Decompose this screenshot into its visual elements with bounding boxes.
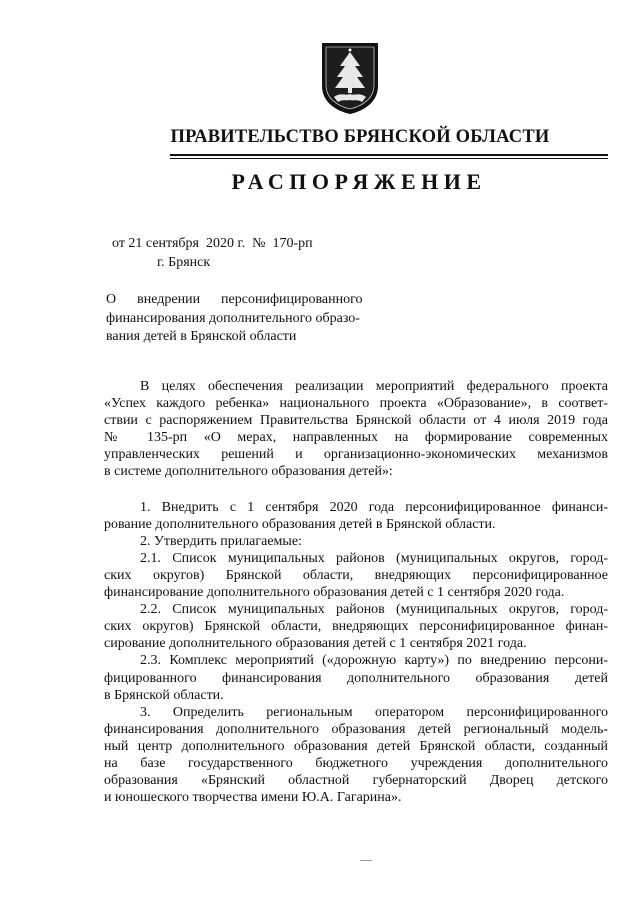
government-title: ПРАВИТЕЛЬСТВО БРЯНСКОЙ ОБЛАСТИ [170,127,550,147]
header-rule-thin [170,158,608,159]
coat-of-arms-emblem [318,40,382,116]
item-line: в Брянской области. [104,687,224,703]
item-line: 2.1. Список муниципальных районов (муниципальных округов, город- [140,550,608,566]
item-line: 2.2. Список муниципальных районов (муниципальных округов, город- [140,602,608,618]
preamble-line: ствии с распоряжением Правительства Брянской области от 4 июля 2019 года [104,413,608,429]
item-line: финансирование дополнительного образования детей с 1 сентября 2020 года. [104,585,565,601]
item-line: ских округов) Брянской области, внедряющих персонифицированное [104,567,608,583]
document-date-number: от 21 сентября 2020 г. № 170-рп [112,236,313,251]
item-line: 1. Внедрить с 1 сентября 2020 года персонифицированное финанси- [140,499,608,515]
document-type: РАСПОРЯЖЕНИЕ [231,169,487,194]
subject-line: вания детей в Брянской области [106,329,297,344]
item-line: и юношеского творчества имени Ю.А. Гагарина». [104,790,402,806]
preamble-line: в системе дополнительного образования детей»: [104,464,393,480]
item-line: рование дополнительного образования детей в Брянской области. [104,516,496,532]
preamble-line: № 135-рп «О мерах, направленных на формирование современных [104,430,608,446]
preamble-line: В целях обеспечения реализации мероприятий федерального проекта [140,379,608,394]
document-body [104,378,608,806]
item-line: ный центр дополнительного образования детей Брянской области, созданный [104,738,608,754]
subject-line: финансирования дополнительного образо- [106,310,360,326]
item-line: фицированного финансирования дополнительного образования детей [104,670,608,686]
item-line: образования «Брянский областной губернаторский Дворец детского [104,773,608,789]
paragraph-gap [104,481,608,499]
item-line: на базе государственного бюджетного учреждения дополнительного [104,755,608,771]
item-line: 2.3. Комплекс мероприятий («дорожную карту») по внедрению персони- [140,653,608,669]
subject-line: О внедрении персонифицированного [106,292,363,307]
preamble-line: «Успех каждого ребенка» национального проекта «Образование», в соответ- [104,396,608,412]
item-line: финансирования дополнительного образования детей региональный модель- [104,721,608,737]
preamble-line: управленческих решений и организационно-экономических механизмов [104,447,608,463]
item-line: сирование дополнительного образования детей с 1 сентября 2021 года. [104,636,527,652]
item-line: 2. Утвердить прилагаемые: [140,533,302,549]
item-line: 3. Определить региональным оператором персонифицированного [140,704,608,720]
document-city: г. Брянск [157,255,211,270]
header-rule-thick [170,154,608,156]
item-line: ских округов) Брянской области, внедряющих персонифицированное финан- [104,619,608,635]
document-subject [106,291,374,347]
page-mark [360,860,372,861]
